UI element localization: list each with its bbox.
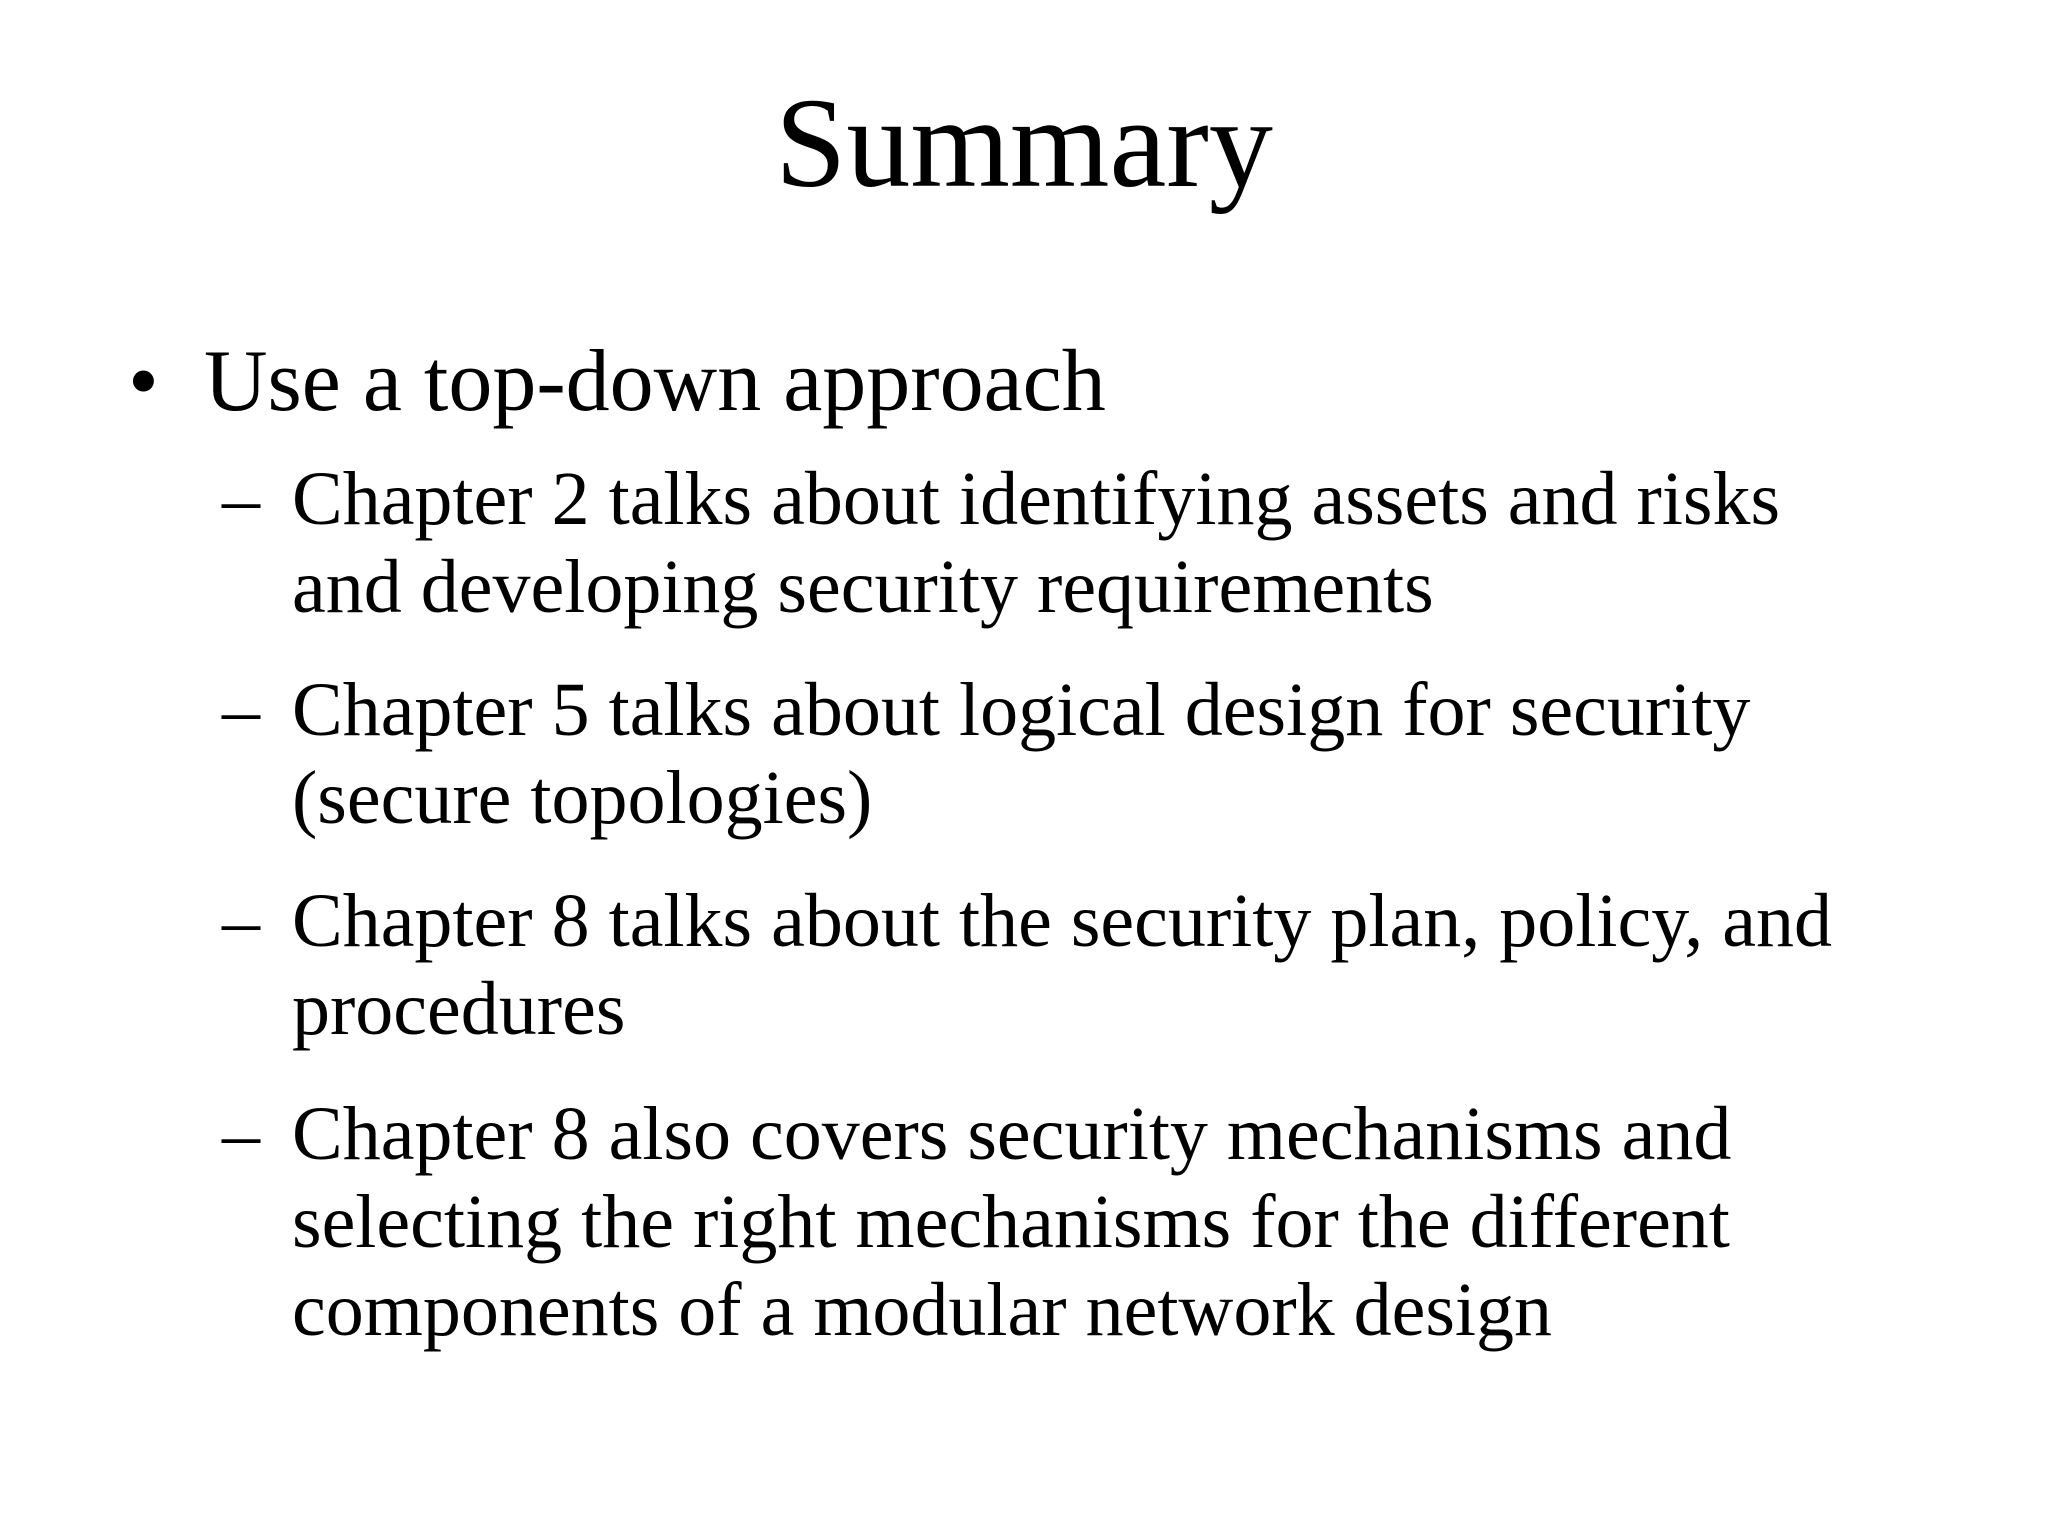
- bullet-text: Use a top-down approach: [204, 333, 1106, 430]
- sub-bullet-marker: –: [222, 1092, 260, 1176]
- sub-bullet-line: components of a modular network design: [292, 1268, 1553, 1352]
- sub-bullet-line: and developing security requirements: [292, 545, 1434, 629]
- sub-bullet-marker: –: [222, 668, 260, 752]
- slide-title: Summary: [775, 72, 1273, 214]
- sub-bullet-line: Chapter 8 also covers security mechanisms and: [292, 1092, 1732, 1176]
- sub-bullet-line: (secure topologies): [292, 756, 873, 840]
- sub-bullet-line: Chapter 8 talks about the security plan, policy, and: [292, 879, 1833, 963]
- bullet-marker: •: [128, 333, 159, 430]
- sub-bullet-line: selecting the right mechanisms for the different: [292, 1180, 1730, 1264]
- sub-bullet-line: Chapter 2 talks about identifying assets and risks: [292, 457, 1781, 541]
- sub-bullet-line: Chapter 5 talks about logical design for security: [292, 668, 1751, 752]
- sub-bullet-marker: –: [222, 879, 260, 963]
- sub-bullet-line: procedures: [292, 967, 626, 1051]
- sub-bullet-marker: –: [222, 457, 260, 541]
